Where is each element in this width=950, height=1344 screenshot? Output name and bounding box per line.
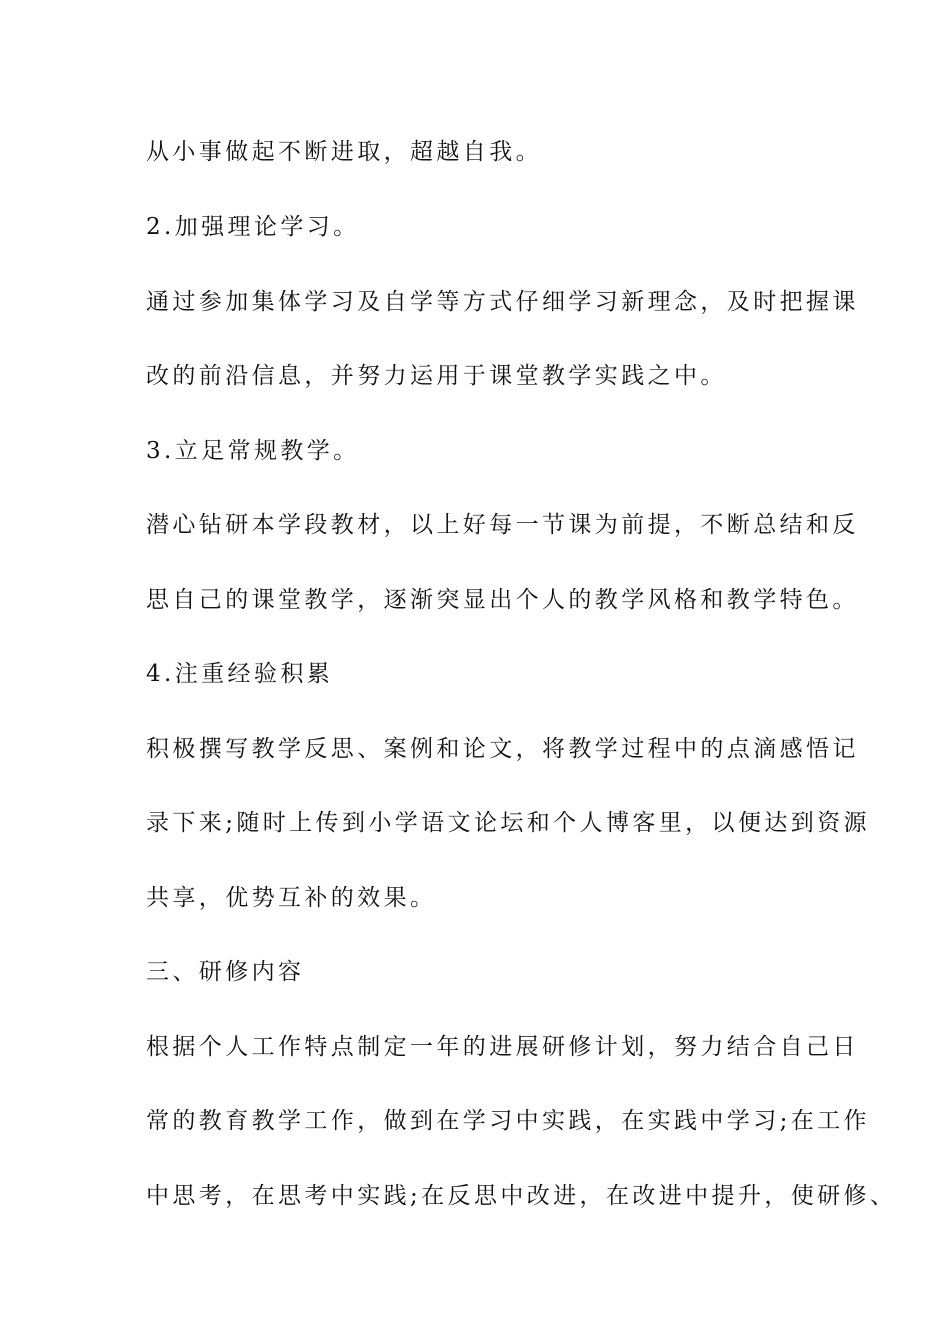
text-line: 通过参加集体学习及自学等方式仔细学习新理念，及时把握课: [146, 289, 859, 315]
text-line: 2.加强理论学习。: [146, 214, 360, 240]
text-line: 常的教育教学工作，做到在学习中实践，在实践中学习;在工作: [146, 1108, 870, 1134]
text-line: 4.注重经验积累: [146, 661, 334, 687]
text-line: 中思考，在思考中实践;在反思中改进，在改进中提升，使研修、: [146, 1183, 897, 1209]
text-line: 从小事做起不断进取，超越自我。: [146, 139, 542, 165]
text-line: 积极撰写教学反思、案例和论文，将教学过程中的点滴感悟记: [146, 736, 859, 762]
text-line: 改的前沿信息，并努力运用于课堂教学实践之中。: [146, 363, 727, 389]
text-line: 潜心钻研本学段教材，以上好每一节课为前提，不断总结和反: [146, 512, 859, 538]
text-line: 三、研修内容: [146, 959, 305, 985]
text-line: 录下来;随时上传到小学语文论坛和个人博客里，以便达到资源: [146, 810, 870, 836]
text-line: 根据个人工作特点制定一年的进展研修计划，努力结合自己日: [146, 1034, 859, 1060]
text-line: 思自己的课堂教学，逐渐突显出个人的教学风格和教学特色。: [146, 587, 859, 613]
text-line: 共享，优势互补的效果。: [146, 885, 437, 911]
text-line: 3.立足常规教学。: [146, 438, 360, 464]
